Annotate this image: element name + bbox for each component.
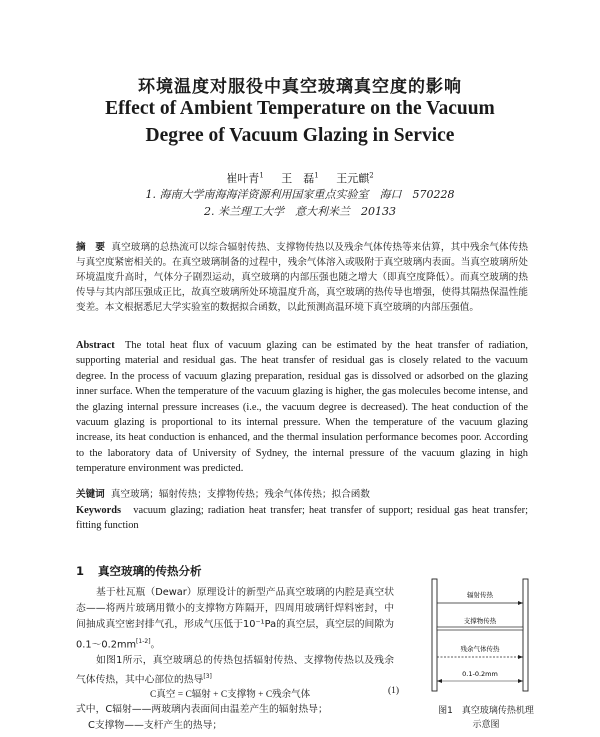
label-gap: 0.1-0.2mm — [462, 670, 498, 678]
section-heading — [76, 563, 202, 579]
keywords-english — [76, 503, 528, 533]
figure-1-heat-transfer-diagram — [428, 575, 532, 700]
citation-2: [3] — [203, 673, 212, 681]
abstract-cn-label: 摘 要 — [76, 242, 106, 253]
equation-1 — [150, 686, 420, 700]
paragraph-2 — [76, 653, 394, 689]
support-pillar — [437, 627, 523, 630]
affiliation-2: 2. 米兰理工大学 意大利米兰 20133 — [204, 205, 396, 218]
title-chinese: 环境温度对服役中真空玻璃真空度的影响 — [138, 77, 462, 97]
affiliation-1: 1. 海南大学南海海洋资源利用国家重点实验室 海口 570228 — [145, 188, 455, 201]
keywords-en-label: Keywords — [76, 505, 122, 516]
section-number: 1 — [76, 564, 85, 578]
citation-1: [1-2] — [136, 637, 151, 645]
label-radiation: 辐射传热 — [467, 591, 493, 599]
title-english-line2: Degree of Vacuum Glazing in Service — [145, 125, 455, 146]
keywords-en-text: vacuum glazing; radiation heat transfer; heat transfer of support; residual gas heat transfer; fitting function — [76, 505, 528, 531]
author-2: 王 磊 — [281, 172, 315, 185]
paragraph-1 — [76, 585, 394, 653]
author-2-affil: 1 — [314, 171, 319, 180]
abstract-cn-text: 真空玻璃的总热流可以综合辐射传热、支撑物传热以及残余气体传热等来估算，其中残余气体传热与真空度紧密相关的。在真空玻璃制备的过程中，残余气体溶入或吸附于真空玻璃内表面。当真空玻璃所处环境温度升高时，气体分子剧烈运动，真空玻璃的内部压强也随之增大（即真空度降低）。而真空玻璃的热传导与其内部压强成正比，故真空玻璃所处环境温度升高，真空玻璃的热传导也增强，使得其隔热保温性能变差。本文根据悉尼大学实验室的数据拟合函数，以此预测高温环境下真空玻璃的内部压强值。 — [76, 242, 528, 313]
caption-line-1: 图1 真空玻璃传热机理 — [438, 706, 534, 716]
keywords-cn-text: 真空玻璃；辐射传热；支撑物传热；残余气体传热；拟合函数 — [110, 489, 370, 500]
glass-pane-right — [523, 579, 528, 691]
abstract-en-text: The total heat flux of vacuum glazing can be estimated by the heat transfer of radiation, supporting material and residual gas. The heat transfer of residual gas is closely related to the vacuum degree. In the process of vacuum glazing preparation, residual gas is dissolved or adsorbed on the glazing inner surface. When the temperature of the vacuum glazing is higher, the gas molecules become intense, and the glazing internal pressure increases (i.e., the vacuum degree is decreased). The heat conduction of the vacuum glazing is proportional to its internal pressure. When the temperature of the vacuum glazing increase, its heat conduction is enhanced, and the thermal insulation performance becomes poor. According to the laboratory data of University of Sydney, the internal pressure of the vacuum glazing in high temperature environment was predicted. — [76, 340, 528, 475]
author-list — [0, 170, 600, 186]
author-3: 王元麒 — [336, 172, 370, 185]
label-support: 支撑物传热 — [463, 617, 497, 625]
section-title: 真空玻璃的传热分析 — [98, 564, 202, 578]
equation-definitions — [76, 702, 406, 734]
keywords-cn-label: 关键词 — [76, 489, 105, 500]
label-gas: 残余气体传热 — [460, 645, 500, 653]
abstract-chinese — [76, 240, 528, 315]
title-english-line1: Effect of Ambient Temperature on the Vacuum — [105, 98, 495, 119]
paragraph-1-text: 基于杜瓦瓶（Dewar）原理设计的新型产品真空玻璃的内腔是真空状态——将两片玻璃用微小的支撑物方阵隔开，四周用玻璃钎焊料密封，中间抽成真空密封排气孔，形成气压低于10⁻¹Pa的真空层，真空层的间隙为0.1～0.2mm — [76, 587, 394, 650]
glass-pane-left — [432, 579, 437, 691]
definition-support: C支撑物——支杆产生的热导； — [88, 720, 223, 731]
paragraph-2-text: 如图1所示，真空玻璃总的传热包括辐射传热、支撑物传热以及残余气体传热，其中心部位的热导 — [76, 655, 394, 686]
equation-text: C真空 = C辐射 + C支撑物 + C残余气体 — [150, 690, 311, 700]
gap-arrowhead-left — [437, 679, 442, 683]
figure-1-caption — [416, 704, 556, 732]
gas-arrowhead — [518, 655, 523, 659]
definition-radiation: 式中，C辐射——两玻璃内表面间由温差产生的辐射热导； — [76, 704, 328, 715]
gap-arrowhead-right — [518, 679, 523, 683]
caption-line-2: 示意图 — [472, 720, 500, 730]
radiation-arrowhead — [518, 601, 523, 605]
abstract-en-label: Abstract — [76, 340, 115, 351]
author-3-affil: 2 — [369, 171, 374, 180]
section-body — [76, 585, 394, 689]
author-1-affil: 1 — [259, 171, 264, 180]
paragraph-1-end: 。 — [150, 638, 161, 650]
equation-number: (1) — [388, 686, 400, 696]
author-1: 崔叶青 — [226, 172, 260, 185]
abstract-english — [76, 338, 528, 477]
keywords-chinese — [76, 486, 528, 500]
